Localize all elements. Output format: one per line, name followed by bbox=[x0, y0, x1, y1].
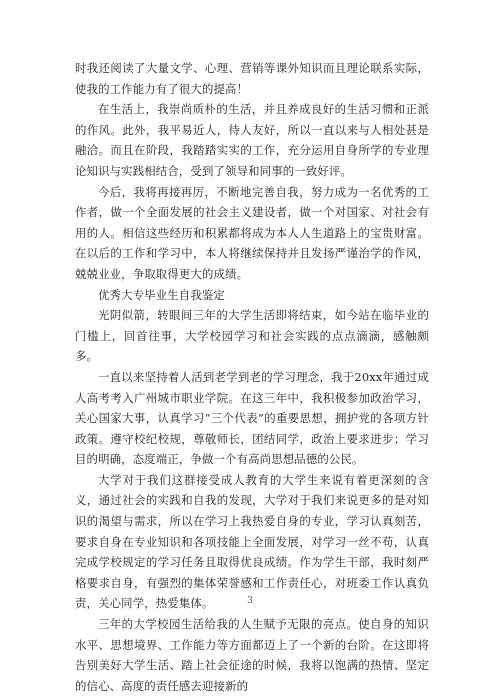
paragraph-1: 时我还阅读了大量文学、心理、营销等课外知识而且理论联系实际，使我的工作能力有了很大的提高！ bbox=[75, 61, 429, 96]
section-heading: 优秀大专毕业生自我鉴定 bbox=[98, 287, 225, 302]
paragraph-8: 三年的大学校园生活给我的人生赋予无限的亮点。使自身的知识水平、思想境界、工作能力等方面都迈上了一个新的台阶。在这即将告别美好大学生活、踏上社会征途的时候，我将以饱满的热情、坚定的信心、高度的责任感去迎接新的 bbox=[75, 617, 429, 693]
paragraph-2: 在生活上，我崇尚质朴的生活，并且养成良好的生活习惯和正派的作风。此外，我平易近人，待人友好，所以一直以来与人相处甚是融洽。而且在阶段，我踏踏实实的工作，充分运用自身所学的专业理论知识与实践相结合，受到了领导和同事的一致好评。 bbox=[75, 102, 429, 178]
paragraph-5: 光阴似箭，转眼间三年的大学生活即将结束，如今站在临毕业的门槛上，回首往事，大学校园学习和社会实践的点点滴滴，感触颇多。 bbox=[75, 308, 429, 364]
paragraph-7: 大学对于我们这群接受成人教育的大学生来说有着更深刻的含义，通过社会的实践和自我的发现，大学对于我们来说更多的是对知识的渴望与需求，所以在学习上我热爱自身的专业，学习认真刻苦，要求自身在专业知识和各项技能上全面发展，对学习一丝不苟，认真完成学校规定的学习任务且取得优良成绩。作为学生干部，我时刻严格要求自身，有强烈的集体荣誉感和工作责任心，对班委工作认真负责，关心同学，热爱集体。 bbox=[75, 472, 429, 611]
paragraph-6: 一直以来坚持着人活到老学到老的学习理念，我于20xx年通过成人高考考入广州城市职业学院。在这三年中，我积极参加政治学习，关心国家大事，认真学习“三个代表”的重要思想，拥护党的各项方针政策。遵守校纪校规，尊敬师长，团结同学，政治上要求进步；学习目的明确，态度端正，争做一个有高尚思想品德的公民。 bbox=[75, 369, 429, 467]
page-number: 3 bbox=[247, 596, 253, 606]
paragraph-3: 今后，我将再接再厉，不断地完善自我，努力成为一名优秀的工作者，做一个全面发展的社会主义建设者，做一个对国家、对社会有用的人。相信这些经历和积累都将成为本人人生道路上的宝贵财富。在以后的工作和学习中，本人将继续保持并且发扬严谨治学的作风，兢兢业业，争取取得更大的成绩。 bbox=[75, 184, 429, 281]
